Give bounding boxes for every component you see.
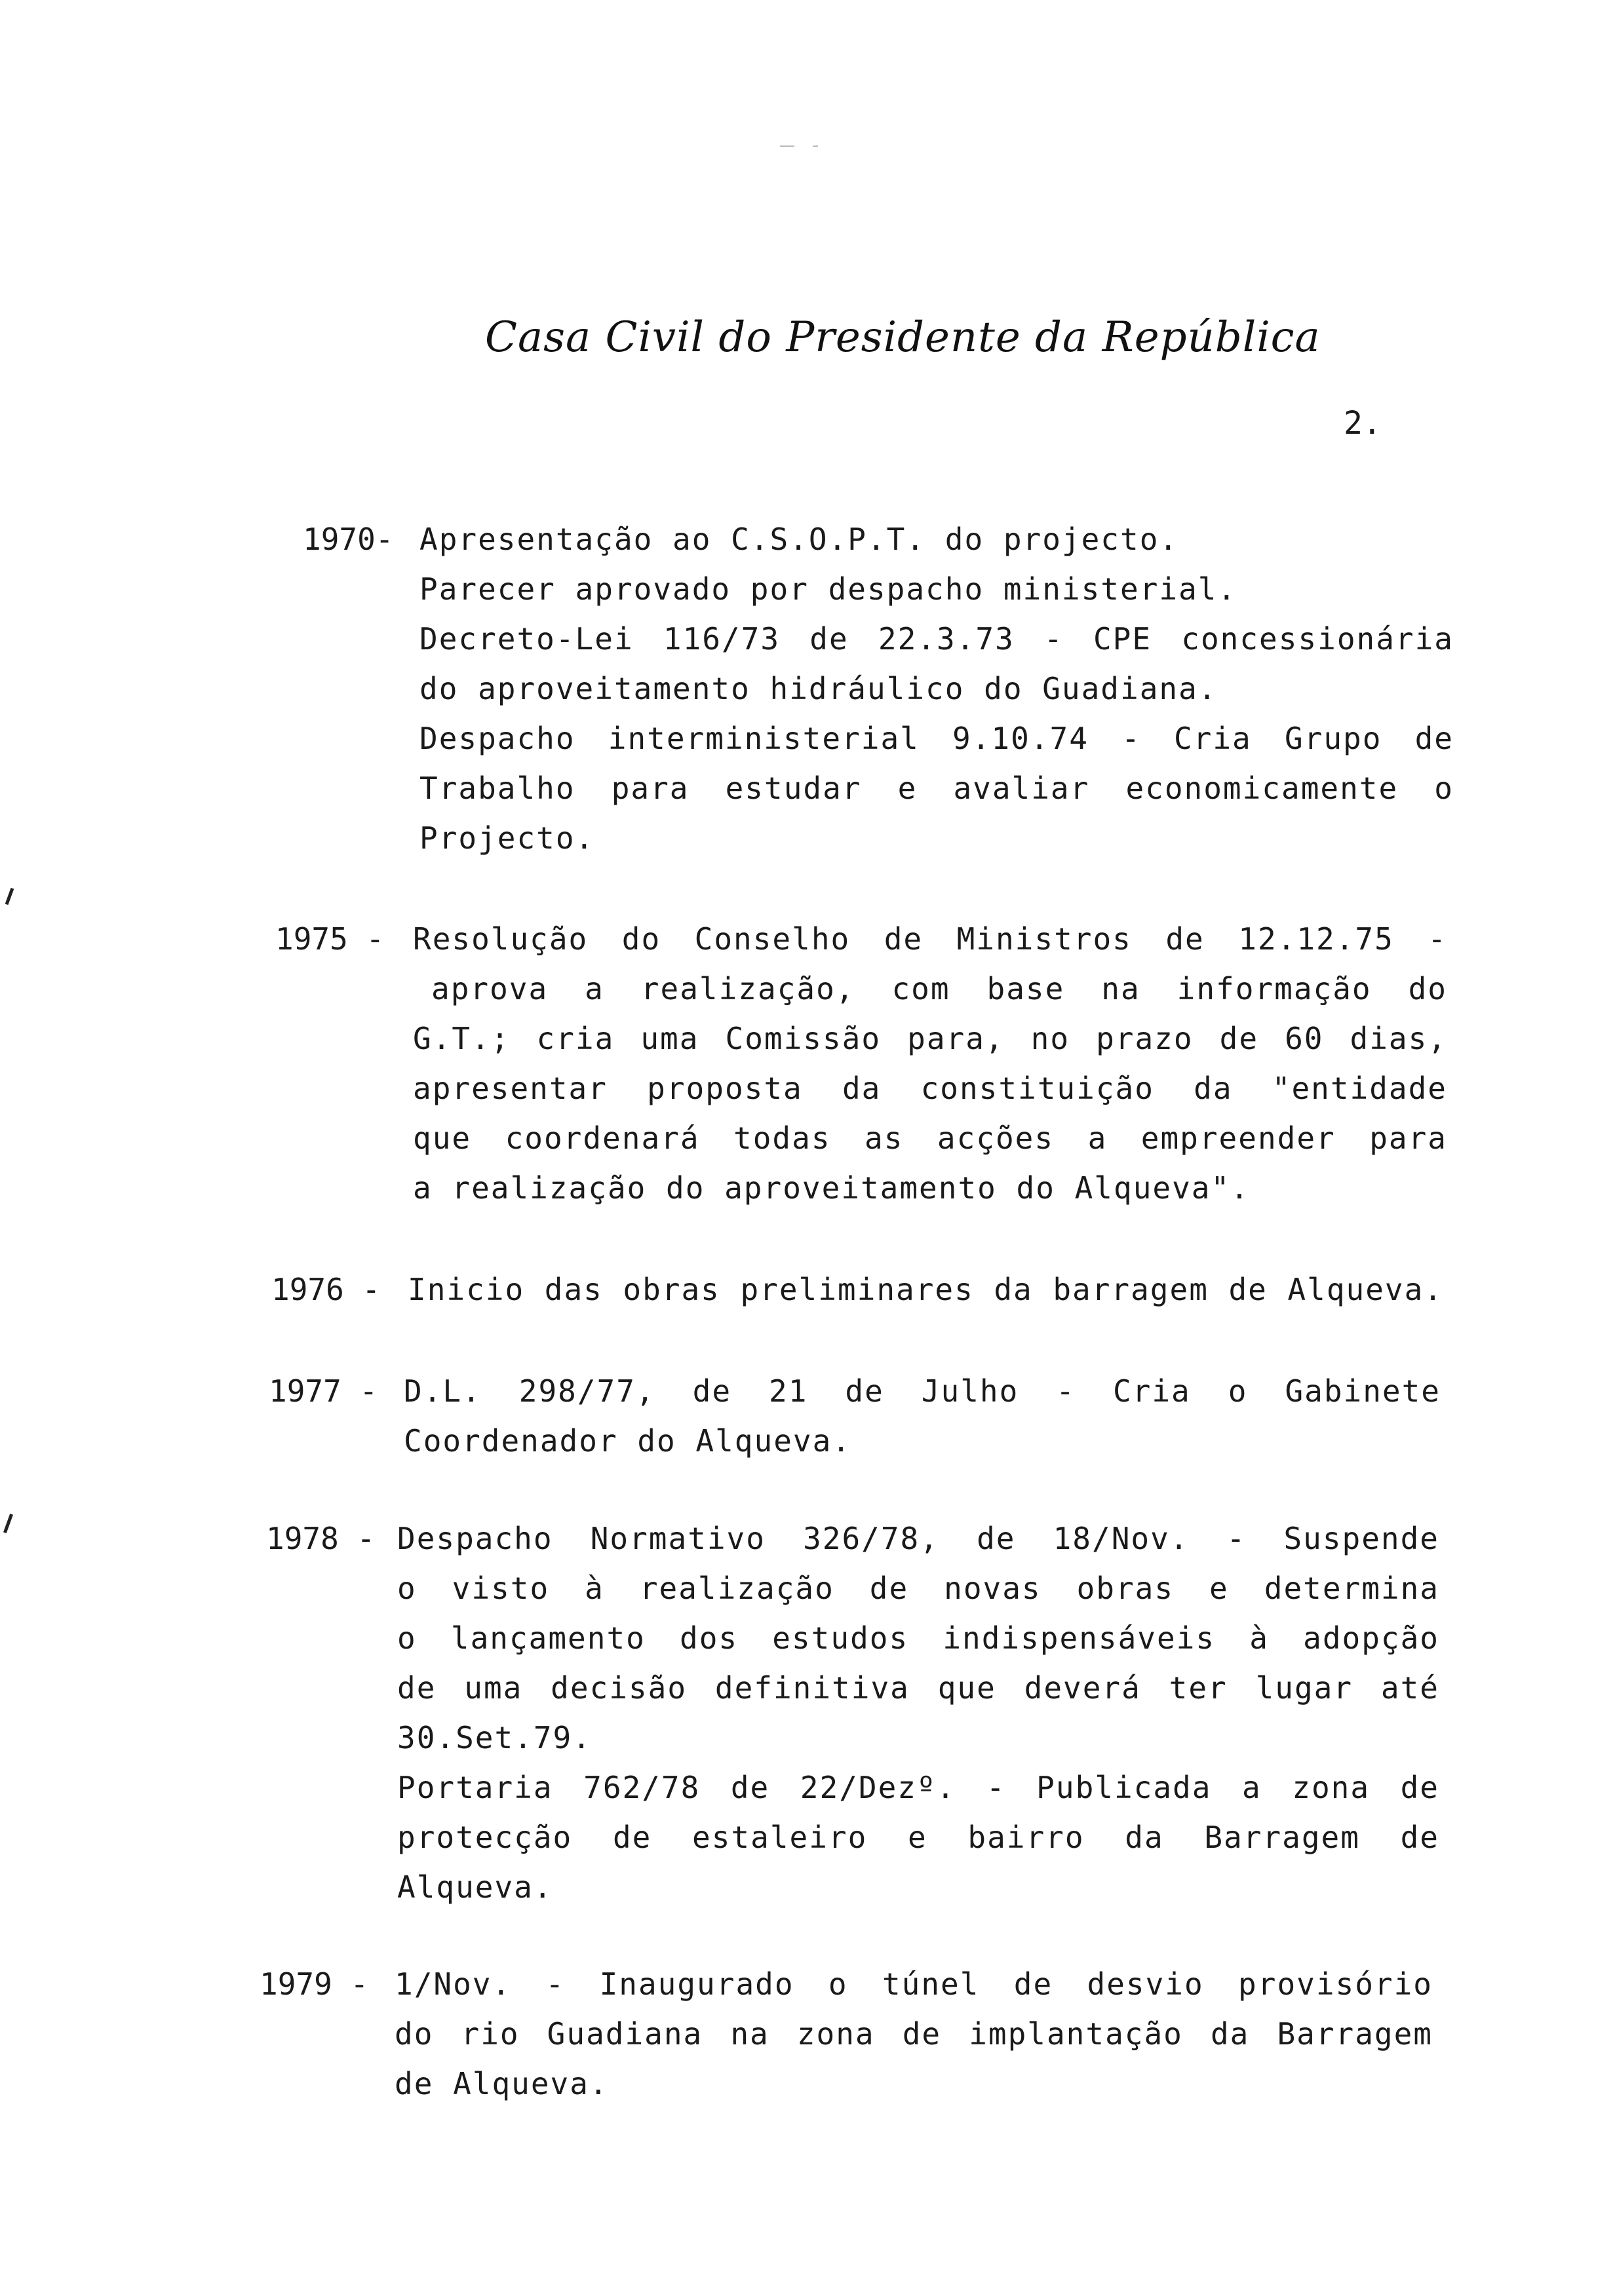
- entry-line: do aproveitamento hidráulico do Guadiana.: [419, 671, 1218, 706]
- entry-line: aprova a realização, com base na informação do: [431, 971, 1447, 1006]
- entry-line: Despacho Normativo 326/78, de 18/Nov. - Suspende: [397, 1521, 1439, 1556]
- entry-year: 1978 -: [266, 1521, 376, 1556]
- entry-year: 1979 -: [260, 1966, 369, 2002]
- entry-line: de Alqueva.: [395, 2066, 609, 2101]
- entry-line: Decreto-Lei 116/73 de 22.3.73 - CPE concessionária: [419, 621, 1454, 657]
- entry-line: Apresentação ao C.S.O.P.T. do projecto.: [419, 522, 1179, 557]
- letterhead: Casa Civil do Presidente da República: [485, 313, 1321, 362]
- entry-line: a realização do aproveitamento do Alqueva".: [413, 1170, 1250, 1206]
- margin-tick-mark: [5, 888, 14, 905]
- entry-line: Parecer aprovado por despacho ministerial.: [419, 571, 1237, 607]
- entry-year: 1970-: [303, 522, 394, 557]
- entry-line: do rio Guadiana na zona de implantação da Barragem: [395, 2016, 1433, 2052]
- scan-speck: [780, 145, 794, 147]
- entry-line: G.T.; cria uma Comissão para, no prazo de 60 dias,: [413, 1021, 1447, 1056]
- entry-line: 1/Nov. - Inaugurado o túnel de desvio provisório: [395, 1966, 1433, 2002]
- page-number: 2.: [1344, 405, 1382, 442]
- entry-year: 1975 -: [275, 921, 385, 957]
- entry-line: Inicio das obras preliminares da barragem de Alqueva.: [408, 1272, 1443, 1307]
- entry-line: apresentar proposta da constituição da "entidade: [413, 1071, 1447, 1106]
- entry-line: protecção de estaleiro e bairro da Barragem de: [397, 1820, 1439, 1855]
- entry-line: o visto à realização de novas obras e determina: [397, 1571, 1439, 1606]
- entry-line: que coordenará todas as acções a empreender para: [413, 1120, 1447, 1156]
- entry-year: 1976 -: [271, 1272, 381, 1307]
- entry-line: Trabalho para estudar e avaliar economicamente o: [419, 771, 1454, 806]
- entry-line: de uma decisão definitiva que deverá ter lugar até: [397, 1670, 1439, 1706]
- entry-line: Resolução do Conselho de Ministros de 12.12.75 -: [413, 921, 1447, 957]
- entry-line: Projecto.: [419, 820, 595, 856]
- entry-line: Alqueva.: [397, 1869, 553, 1905]
- entry-line: Coordenador do Alqueva.: [404, 1423, 851, 1459]
- entry-line: o lançamento dos estudos indispensáveis à adopção: [397, 1620, 1439, 1656]
- entry-line: 30.Set.79.: [397, 1720, 592, 1755]
- margin-tick-mark: [3, 1514, 13, 1533]
- entry-line: D.L. 298/77, de 21 de Julho - Cria o Gabinete: [404, 1373, 1441, 1409]
- entry-line: Despacho interministerial 9.10.74 - Cria Grupo de: [419, 721, 1454, 756]
- entry-year: 1977 -: [269, 1373, 378, 1409]
- entry-line: Portaria 762/78 de 22/Dezº. - Publicada a zona de: [397, 1770, 1439, 1805]
- scan-speck: [813, 145, 818, 147]
